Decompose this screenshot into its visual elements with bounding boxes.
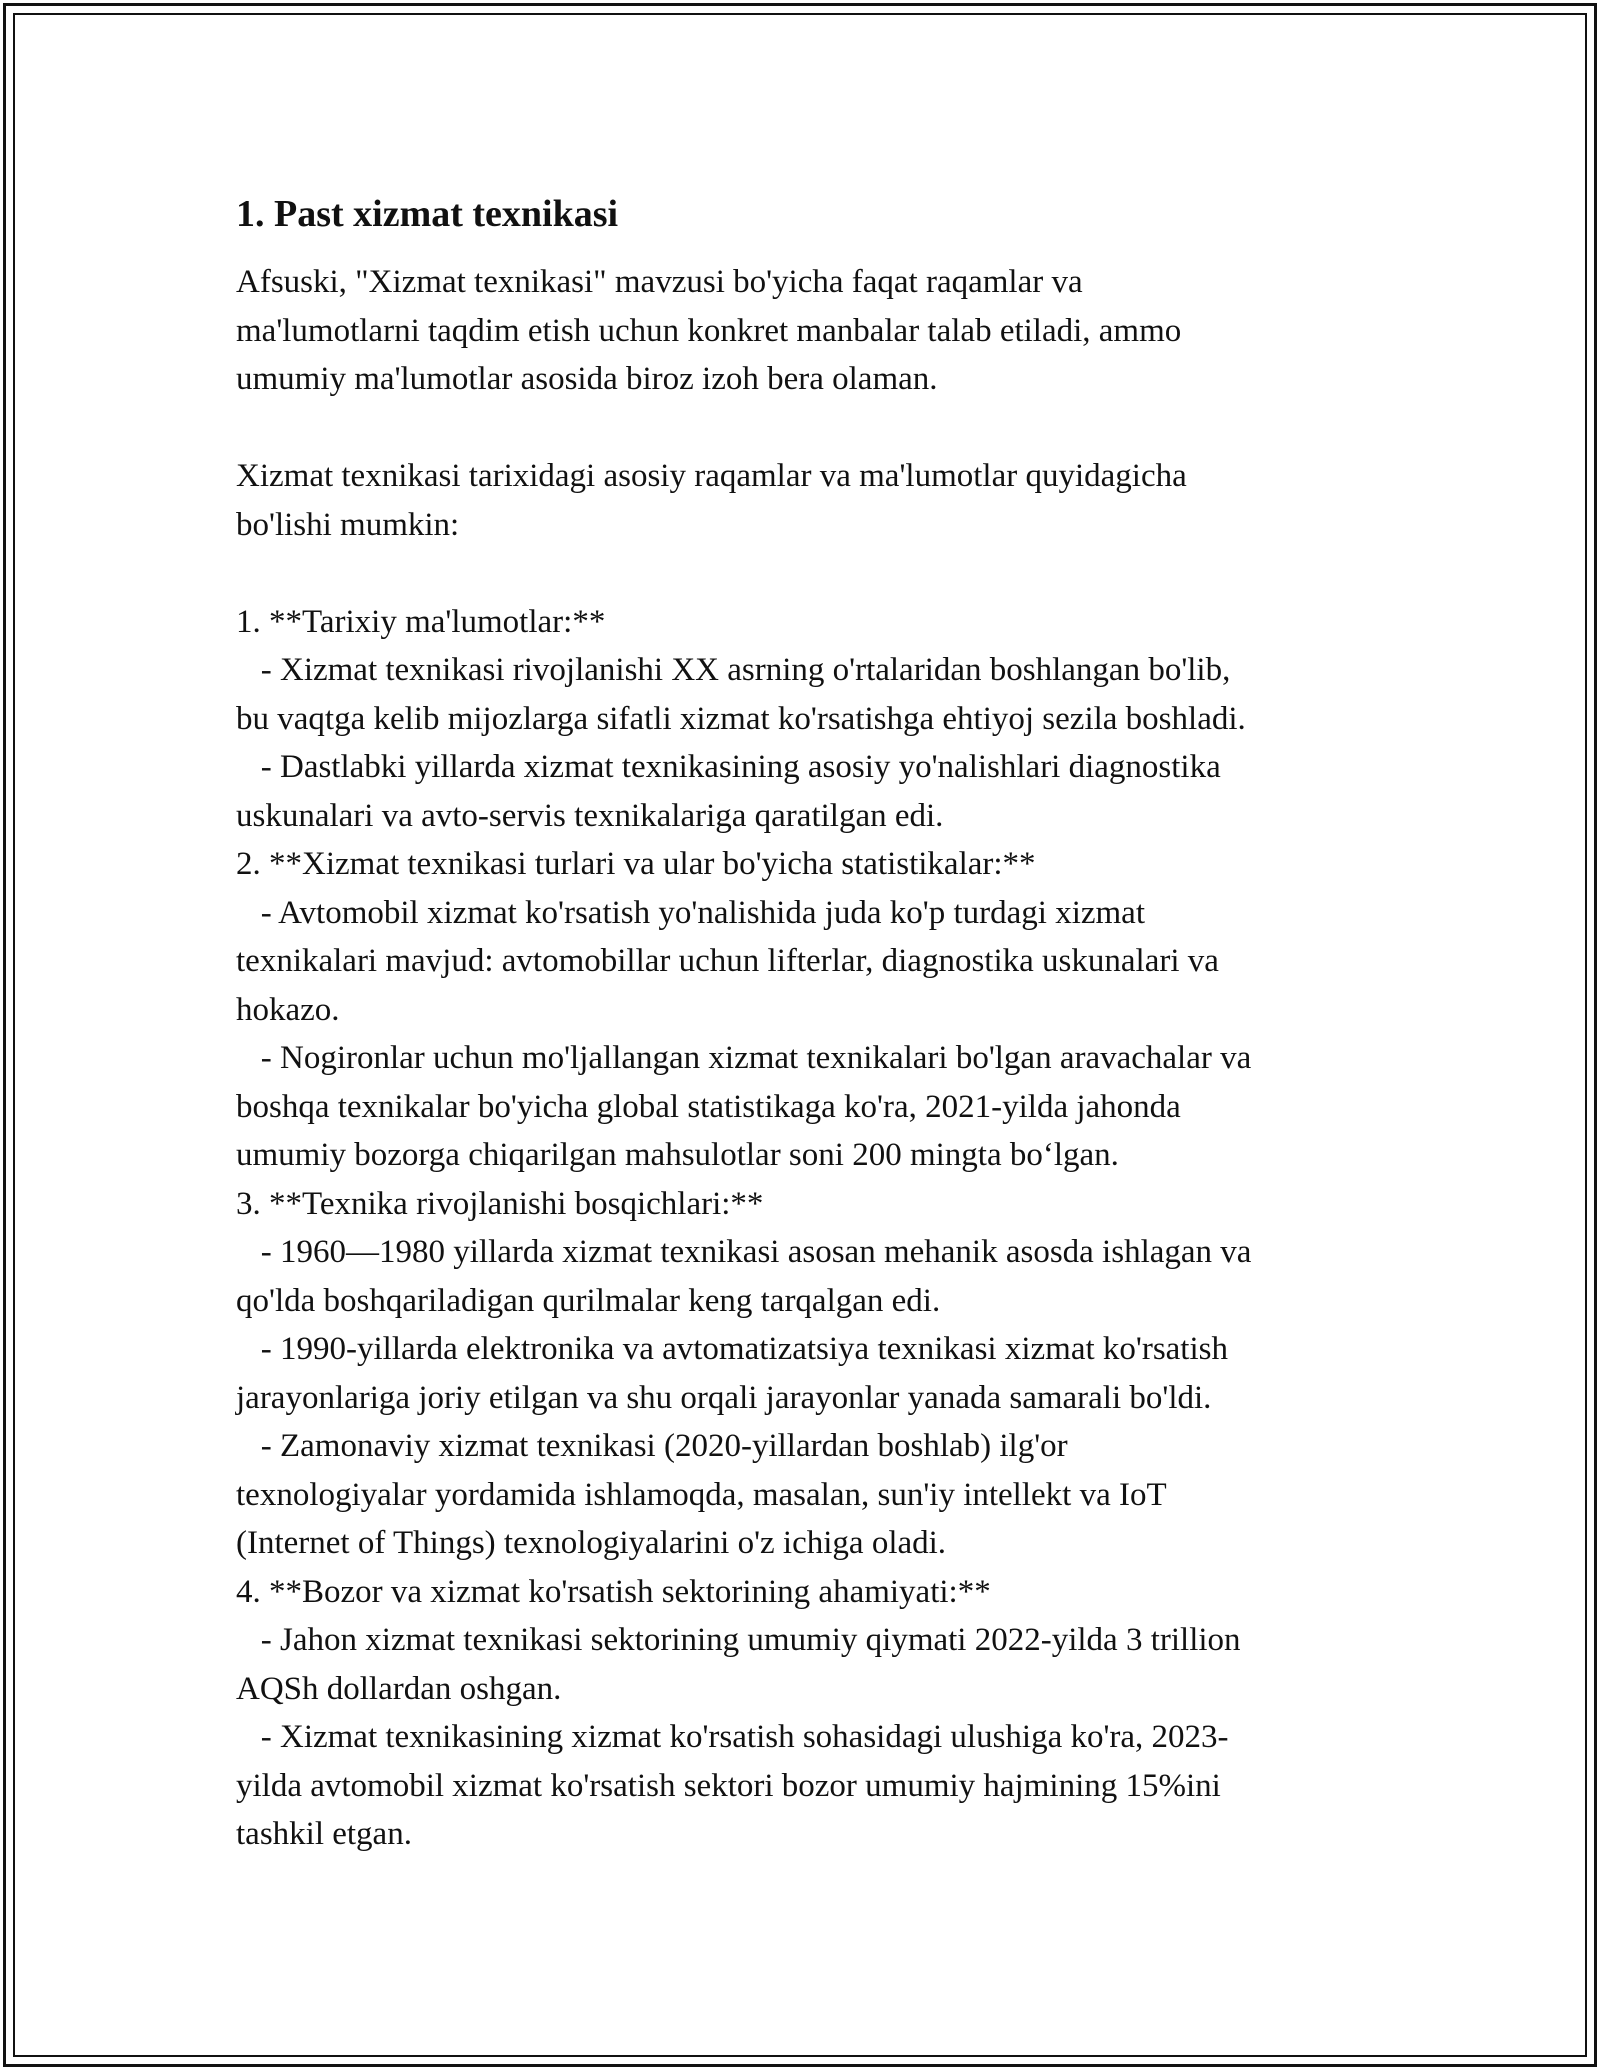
text-line: tashkil etgan.: [236, 1816, 412, 1852]
text-line: hokazo.: [236, 991, 340, 1028]
text-line: - Xizmat texnikasi rivojlanishi XX asrning o'rtalaridan boshlangan bo'lib,: [236, 652, 1231, 688]
text-line: umumiy bozorga chiqarilgan mahsulotlar soni 200 mingta bo‘lgan.: [236, 1137, 1119, 1173]
text-line: uskunalari va avto-servis texnikalariga qaratilgan edi.: [236, 797, 944, 834]
paragraph-break: [236, 549, 1376, 598]
text-line: - Zamonaviy xizmat texnikasi (2020-yillardan boshlab) ilg'or: [236, 1428, 1068, 1464]
section-heading: 1. Past xizmat texnikasi: [236, 193, 619, 235]
text-line: - Dastlabki yillarda xizmat texnikasining asosiy yo'nalishlari diagnostika: [236, 749, 1221, 785]
text-line: Xizmat texnikasi tarixidagi asosiy raqamlar va ma'lumotlar quyidagicha: [236, 458, 1187, 494]
text-line: ma'lumotlarni taqdim etish uchun konkret manbalar talab etiladi, ammo: [236, 312, 1182, 349]
text-line: - 1960—1980 yillarda xizmat texnikasi asosan mehanik asosda ishlagan va: [236, 1234, 1252, 1270]
text-line: Afsuski, "Xizmat texnikasi" mavzusi bo'yicha faqat raqamlar va: [236, 264, 1083, 300]
document-body: [236, 258, 1376, 1859]
text-line: - Nogironlar uchun mo'ljallangan xizmat texnikalari bo'lgan aravachalar va: [236, 1040, 1252, 1076]
text-line: yilda avtomobil xizmat ko'rsatish sektori bozor umumiy hajmining 15%ini: [236, 1767, 1221, 1804]
text-line: boshqa texnikalar bo'yicha global statistikaga ko'ra, 2021-yilda jahonda: [236, 1088, 1181, 1125]
text-line: AQSh dollardan oshgan.: [236, 1670, 562, 1707]
text-line: 4. **Bozor va xizmat ko'rsatish sektorining ahamiyati:**: [236, 1573, 991, 1610]
text-line: (Internet of Things) texnologiyalarini o'z ichiga oladi.: [236, 1525, 947, 1561]
text-line: texnologiyalar yordamida ishlamoqda, masalan, sun'iy intellekt va IoT: [236, 1476, 1167, 1513]
text-line: bu vaqtga kelib mijozlarga sifatli xizmat ko'rsatishga ehtiyoj sezila boshladi.: [236, 700, 1246, 737]
text-line: jarayonlariga joriy etilgan va shu orqali jarayonlar yanada samarali bo'ldi.: [236, 1379, 1212, 1416]
paragraph-break: [236, 404, 1376, 453]
text-line: 1. **Tarixiy ma'lumotlar:**: [236, 603, 606, 640]
text-line: bo'lishi mumkin:: [236, 506, 460, 543]
text-line: - Jahon xizmat texnikasi sektorining umumiy qiymati 2022-yilda 3 trillion: [236, 1622, 1241, 1658]
document-page: [236, 186, 1376, 1859]
text-line: - Xizmat texnikasining xizmat ko'rsatish sohasidagi ulushiga ko'ra, 2023-: [236, 1719, 1229, 1755]
text-line: 2. **Xizmat texnikasi turlari va ular bo'yicha statistikalar:**: [236, 846, 1036, 882]
text-line: qo'lda boshqariladigan qurilmalar keng tarqalgan edi.: [236, 1282, 941, 1319]
text-line: - 1990-yillarda elektronika va avtomatizatsiya texnikasi xizmat ko'rsatish: [236, 1331, 1228, 1367]
text-line: umumiy ma'lumotlar asosida biroz izoh bera olaman.: [236, 361, 938, 397]
text-line: 3. **Texnika rivojlanishi bosqichlari:**: [236, 1185, 764, 1222]
text-line: texnikalari mavjud: avtomobillar uchun lifterlar, diagnostika uskunalari va: [236, 943, 1219, 979]
text-line: - Avtomobil xizmat ko'rsatish yo'nalishida juda ko'p turdagi xizmat: [236, 894, 1145, 931]
